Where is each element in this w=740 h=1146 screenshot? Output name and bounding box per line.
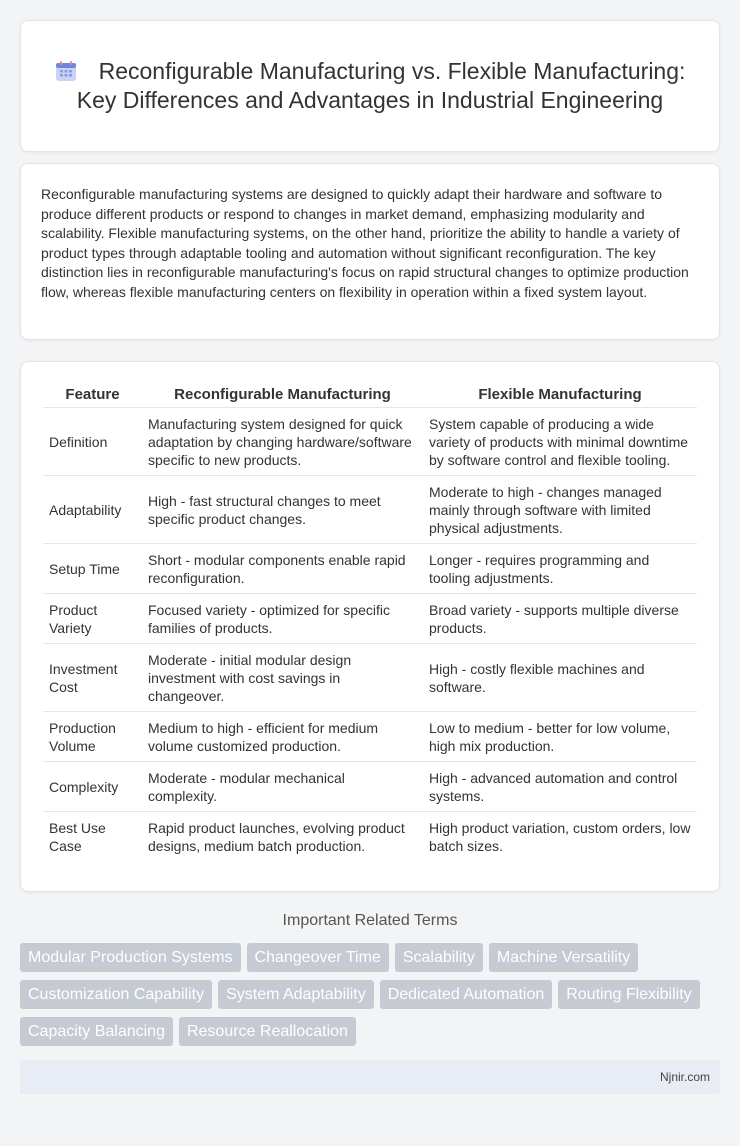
tag-capacity-balancing[interactable]: Capacity Balancing bbox=[20, 1017, 173, 1046]
table-row bbox=[43, 762, 697, 812]
table-row bbox=[43, 812, 697, 862]
comparison-table bbox=[43, 382, 697, 861]
tag-system-adaptability[interactable]: System Adaptability bbox=[218, 980, 374, 1009]
table-header: Flexible Manufacturing bbox=[423, 382, 697, 408]
table-cell-feature: Adaptability bbox=[43, 476, 142, 544]
tag-machine-versatility[interactable]: Machine Versatility bbox=[489, 943, 638, 972]
title-card bbox=[20, 20, 720, 152]
tag-modular-production-systems[interactable]: Modular Production Systems bbox=[20, 943, 241, 972]
table-row bbox=[43, 476, 697, 544]
table-cell: Low to medium - better for low volume, high mix production. bbox=[423, 712, 697, 762]
table-cell: Manufacturing system designed for quick adaptation by changing hardware/software specific to new products. bbox=[142, 408, 423, 476]
table-cell: System capable of producing a wide variety of products with minimal downtime by software control and flexible tooling. bbox=[423, 408, 697, 476]
table-header-row bbox=[43, 382, 697, 408]
table-cell-feature: Complexity bbox=[43, 762, 142, 812]
footer-site-link[interactable]: Njnir.com bbox=[659, 1070, 710, 1084]
table-cell: Medium to high - efficient for medium volume customized production. bbox=[142, 712, 423, 762]
tag-scalability[interactable]: Scalability bbox=[395, 943, 483, 972]
table-cell: Focused variety - optimized for specific families of products. bbox=[142, 594, 423, 644]
table-cell-feature: Best Use Case bbox=[49, 820, 106, 854]
tag-dedicated-automation[interactable]: Dedicated Automation bbox=[380, 980, 553, 1009]
intro-card bbox=[20, 163, 720, 340]
tag-customization-capability[interactable]: Customization Capability bbox=[20, 980, 212, 1009]
table-cell: High product variation, custom orders, low batch sizes. bbox=[429, 820, 691, 854]
table-cell: Longer - requires programming and tooling adjustments. bbox=[423, 544, 697, 594]
related-terms-list bbox=[20, 943, 720, 1046]
footer bbox=[20, 1060, 720, 1094]
tag-routing-flexibility[interactable]: Routing Flexibility bbox=[558, 980, 699, 1009]
table-cell-feature: Production Volume bbox=[43, 712, 142, 762]
table-cell-feature: Product Variety bbox=[43, 594, 142, 644]
table-cell: Moderate - initial modular design investment with cost savings in changeover. bbox=[142, 644, 423, 712]
calendar-icon bbox=[55, 60, 77, 82]
table-cell-feature: Investment Cost bbox=[43, 644, 142, 712]
table-row bbox=[43, 712, 697, 762]
related-terms-heading: Important Related Terms bbox=[282, 912, 458, 929]
table-header: Reconfigurable Manufacturing bbox=[142, 382, 423, 408]
table-row bbox=[43, 408, 697, 476]
intro-paragraph: Reconfigurable manufacturing systems are designed to quickly adapt their hardware and software to produce different products or respond to changes in market demand, emphasizing modularity and scalability. Flexible manufacturing systems, on the other hand, prioritize the ability to handle a variety of product types through adaptable tooling and automation without significant reconfiguration. The key distinction lies in reconfigurable manufacturing's focus on rapid structural changes to optimize production flow, whereas flexible manufacturing centers on flexibility in operation within a fixed system layout. bbox=[41, 186, 689, 300]
table-cell: Moderate - modular mechanical complexity. bbox=[142, 762, 423, 812]
table-cell-feature: Setup Time bbox=[43, 544, 142, 594]
table-cell: Broad variety - supports multiple diverse products. bbox=[423, 594, 697, 644]
table-row bbox=[43, 594, 697, 644]
table-row bbox=[43, 544, 697, 594]
table-cell: Rapid product launches, evolving product designs, medium batch production. bbox=[148, 820, 405, 854]
table-cell: Short - modular components enable rapid reconfiguration. bbox=[142, 544, 423, 594]
comparison-card bbox=[20, 361, 720, 892]
tag-changeover-time[interactable]: Changeover Time bbox=[247, 943, 389, 972]
table-cell: High - advanced automation and control systems. bbox=[423, 762, 697, 812]
table-cell: High - costly flexible machines and software. bbox=[423, 644, 697, 712]
page-title-text: Reconfigurable Manufacturing vs. Flexible Manufacturing: Key Differences and Advantages in Industrial Engineering bbox=[76, 58, 686, 113]
page-title bbox=[45, 57, 695, 115]
table-cell: Moderate to high - changes managed mainly through software with limited physical adjustments. bbox=[423, 476, 697, 544]
table-header: Feature bbox=[43, 382, 142, 408]
table-row bbox=[43, 644, 697, 712]
table-cell: High - fast structural changes to meet specific product changes. bbox=[142, 476, 423, 544]
tag-resource-reallocation[interactable]: Resource Reallocation bbox=[179, 1017, 356, 1046]
table-cell-feature: Definition bbox=[43, 408, 142, 476]
